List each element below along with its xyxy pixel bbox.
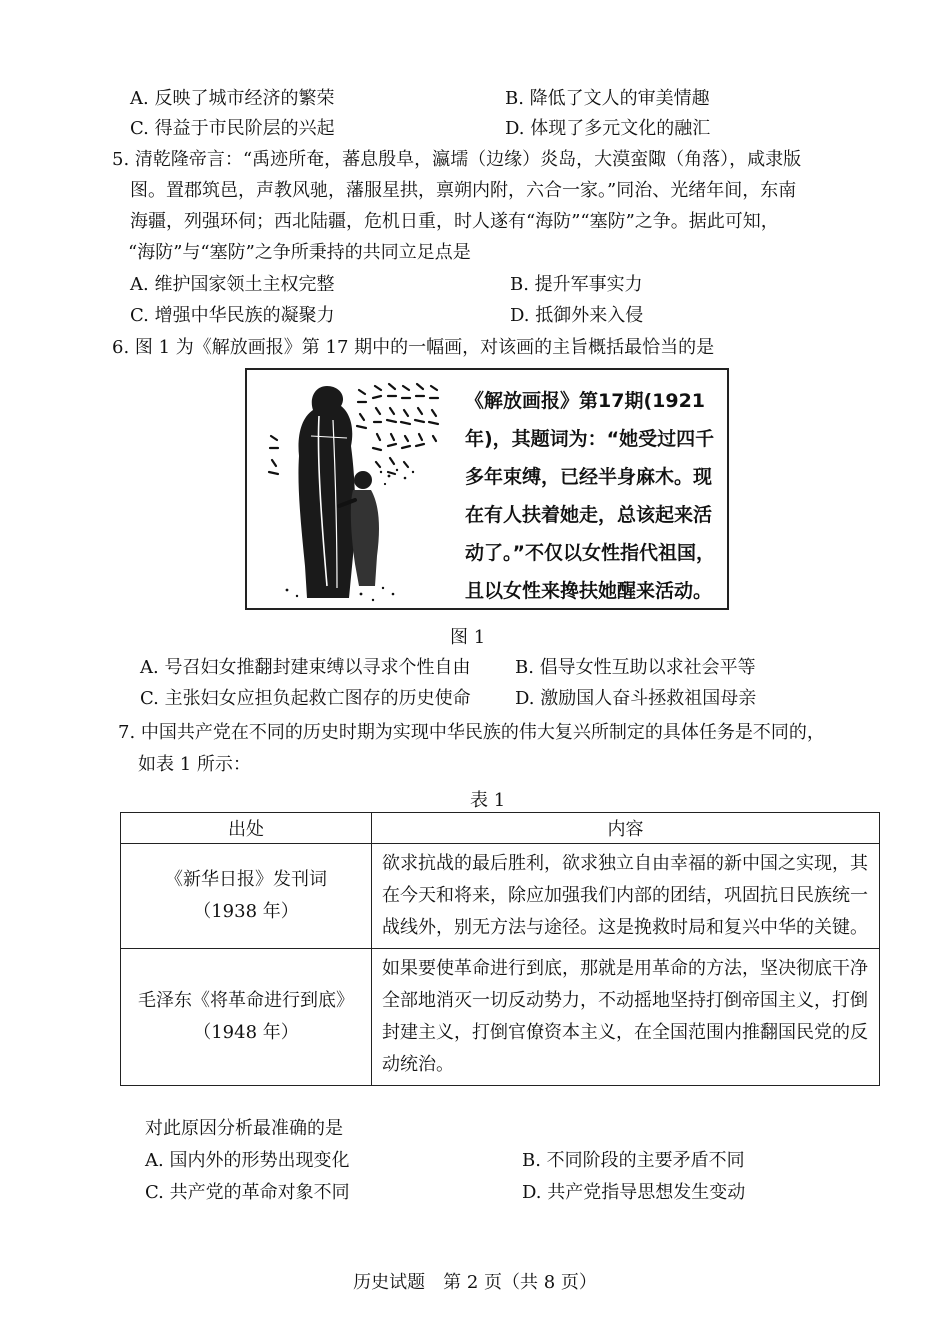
q7-option-d: D. 共产党指导思想发生变动	[522, 1182, 746, 1203]
table-1	[120, 812, 880, 1086]
woodcut-illustration	[257, 376, 447, 604]
q5-stem-line-4: “海防”与“塞防”之争所秉持的共同立足点是	[128, 242, 471, 263]
row-1-content: 欲求抗战的最后胜利，欲求独立自由幸福的新中国之实现，其在今天和将来，除应加强我们内部的团结，巩固抗日民族统一战线外，别无方法与途径。这是挽救时局和复兴中华的关键。	[372, 844, 880, 949]
q7-question: 对此原因分析最准确的是	[145, 1118, 343, 1139]
header-source: 出处	[121, 813, 372, 844]
q5-stem-line-3: 海疆，列强环伺；西北陆疆，危机日重，时人遂有“海防”“塞防”之争。据此可知，	[130, 211, 779, 232]
q4-option-b: B. 降低了文人的审美情趣	[505, 88, 710, 109]
q5-option-b: B. 提升军事实力	[510, 274, 643, 295]
row-2-source	[121, 949, 372, 1086]
row-1-source-year: （1938 年）	[193, 901, 299, 922]
table-row	[121, 949, 880, 1086]
header-content: 内容	[372, 813, 880, 844]
table-header-row	[121, 813, 880, 844]
q7-stem-line-2: 如表 1 所示：	[138, 754, 251, 775]
q7-option-a: A. 国内外的形势出现变化	[145, 1150, 350, 1171]
q7-option-c: C. 共产党的革命对象不同	[145, 1182, 350, 1203]
q6-stem: 6. 图 1 为《解放画报》第 17 期中的一幅画，对该画的主旨概括最恰当的是	[112, 337, 715, 358]
q5-option-a: A. 维护国家领土主权完整	[130, 274, 335, 295]
table-1-title: 表 1	[470, 790, 506, 811]
row-2-source-year: （1948 年）	[193, 1022, 299, 1043]
q5-stem-line-1: 5. 清乾隆帝言：“禹迹所奄，蕃息殷阜，瀛壖（边缘）炎岛，大漠蛮陬（角落），咸隶版	[112, 149, 802, 170]
figure-1	[245, 368, 729, 610]
row-1-source	[121, 844, 372, 949]
q5-option-c: C. 增强中华民族的凝聚力	[130, 305, 335, 326]
row-1-source-title: 《新华日报》发刊词	[165, 869, 327, 890]
q4-option-a: A. 反映了城市经济的繁荣	[130, 88, 335, 109]
q4-option-d: D. 体现了多元文化的融汇	[505, 118, 711, 139]
q5-option-d: D. 抵御外来入侵	[510, 305, 644, 326]
q7-stem-line-1: 7. 中国共产党在不同的历史时期为实现中华民族的伟大复兴所制定的具体任务是不同的，	[118, 722, 825, 743]
q6-option-b: B. 倡导女性互助以求社会平等	[515, 657, 756, 678]
row-2-content: 如果要使革命进行到底，那就是用革命的方法，坚决彻底干净全部地消灭一切反动势力，不动摇地坚持打倒帝国主义，打倒封建主义，打倒官僚资本主义，在全国范围内推翻国民党的反动统治。	[372, 949, 880, 1086]
q7-option-b: B. 不同阶段的主要矛盾不同	[522, 1150, 745, 1171]
figure-1-description: 《解放画报》第17期(1921年)，其题词为：“她受过四千多年束缚，已经半身麻木。现在有人扶着她走，总该起来活动了。”不仅以女性指代祖国，且以女性来搀扶她醒来活动。	[465, 390, 715, 602]
q5-stem-line-2: 图。置郡筑邑，声教风驰，藩服星拱，禀朔内附，六合一家。”同治、光绪年间，东南	[130, 180, 797, 201]
figure-1-caption: 图 1	[450, 627, 486, 648]
table-row	[121, 844, 880, 949]
page-footer: 历史试题 第 2 页（共 8 页）	[353, 1272, 597, 1293]
q4-option-c: C. 得益于市民阶层的兴起	[130, 118, 335, 139]
row-2-source-title: 毛泽东《将革命进行到底》	[138, 990, 354, 1011]
q6-option-c: C. 主张妇女应担负起救亡图存的历史使命	[140, 688, 471, 709]
q6-option-a: A. 号召妇女推翻封建束缚以寻求个性自由	[140, 657, 471, 678]
q6-option-d: D. 激励国人奋斗拯救祖国母亲	[515, 688, 757, 709]
